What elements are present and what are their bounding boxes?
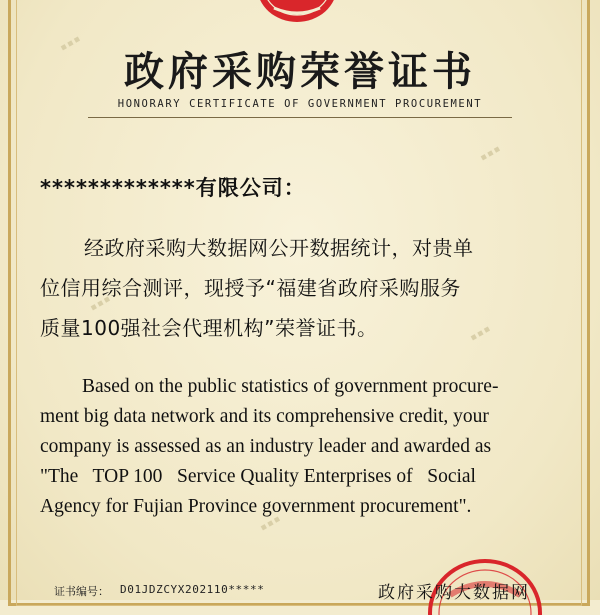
certificate-title: 政府采购荣誉证书 <box>124 49 476 95</box>
body-en-line: "The TOP 100 Service Quality Enterprises of Social <box>40 466 476 487</box>
body-en-line: ment big data network and its comprehensive credit, your <box>40 406 489 427</box>
issuer-name: 政府采购大数据网 <box>378 583 530 603</box>
body-chinese <box>40 228 560 348</box>
addressee: *************有限公司： <box>40 176 306 200</box>
body-en-line: Agency for Fujian Province government procurement". <box>40 496 472 517</box>
title-divider <box>88 117 512 118</box>
cert-number: D01JDZCYX202110***** <box>120 583 265 596</box>
top-seal-icon <box>252 0 342 28</box>
body-cn-line: 位信用综合测评，现授予“福建省政府采购服务 <box>40 276 461 300</box>
body-cn-line: 经政府采购大数据网公开数据统计，对贵单 <box>84 236 474 260</box>
body-english <box>40 372 565 522</box>
body-cn-line: 质量100强社会代理机构”荣誉证书。 <box>40 316 378 340</box>
body-en-line: Based on the public statistics of government procure- <box>82 376 499 397</box>
certificate: ■ ■ ■ ■ ■ ■ ■ ■ ■ ■ ■ ■ ■ ■ ■ 政府采购荣誉证书 HONORARY CERTIFICATE OF GOVERNMENT PROCUREMENT *************有限公司： 经政府采购大数据网公开数据统计，对贵单 位信用综合测评，现授予“福建省政府采购服务 质量100强社会代理机构”荣誉证书。 Based on the public statistics of government procure- ment big data network and its comprehensive credit, your company is assessed as an industry leader and awarded as "The TOP 100 Service Quality Enterprises of Social Agency for Fujian Province government procurement". 证书编号： D01JDZCYX202110***** 政府采购大数据网 <box>0 0 600 600</box>
certificate-subtitle: HONORARY CERTIFICATE OF GOVERNMENT PROCUREMENT <box>117 98 483 110</box>
body-en-line: company is assessed as an industry leader and awarded as <box>40 436 492 457</box>
cert-number-label: 证书编号： <box>54 585 109 598</box>
